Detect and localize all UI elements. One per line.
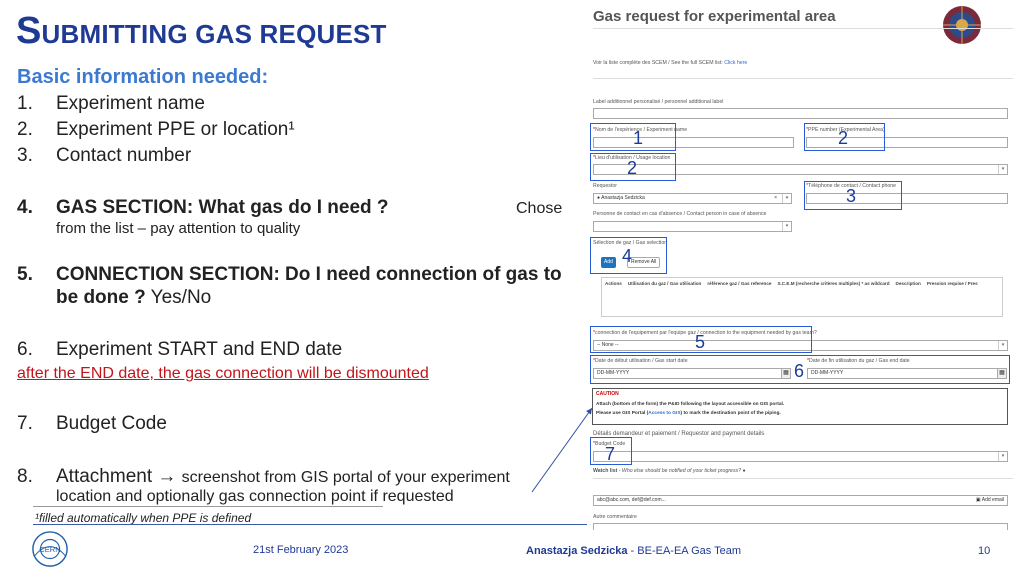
list-item-5-line2: be done ? Yes/No: [56, 287, 212, 308]
requestor-input[interactable]: ● Anastazja Sedzicka × ▾: [593, 193, 792, 204]
cern-logo: [31, 530, 69, 568]
other-comment-label: Autre commentaire: [593, 514, 637, 520]
help-icon: ●: [742, 468, 746, 474]
requestor-label: Requestor: [593, 183, 617, 189]
highlight-number-6: 6: [794, 361, 805, 381]
list-item-3: 3. Contact number: [17, 145, 192, 166]
gas-selection-label: Sélection de gaz / Gas selection: [593, 240, 668, 246]
connection-label: *connection de l'equipement par l'equipe gaz / connection to the equipment needed by gas team?: [593, 330, 817, 336]
end-date-input[interactable]: DD-MM-YYYY ▦: [807, 368, 1007, 379]
start-date-label: *Date de début utilisation / Gas start date: [593, 358, 688, 364]
gas-selection-table: [601, 277, 1003, 317]
basic-info-heading: Basic information needed:: [17, 66, 269, 88]
connection-select[interactable]: -- None -- ▾: [593, 340, 1008, 351]
absence-select[interactable]: [593, 221, 792, 232]
scem-list-text: Voir la liste complète des SCEM / See the full SCEM list: Click here: [593, 60, 748, 66]
location-label: *Lieu d'utilisation / Usage location: [593, 155, 671, 161]
chevron-down-icon: ▾: [998, 452, 1007, 461]
caution-line-2: Please use GIS Portal (Access to GIS) to mark the destination point of the piping.: [596, 411, 781, 416]
clear-icon[interactable]: ×: [774, 195, 777, 201]
other-comment-input[interactable]: [593, 523, 1008, 530]
list-item-1: 1. Experiment name: [17, 93, 205, 114]
form-divider: [593, 478, 1013, 479]
list-item-2: 2. Experiment PPE or location¹: [17, 119, 295, 140]
slide-title: SUBMITTING GAS REQUEST: [16, 10, 387, 52]
add-gas-button[interactable]: Add: [601, 257, 616, 268]
footer-date: 21st February 2023: [253, 544, 349, 556]
footer-divider: [33, 524, 593, 525]
highlight-number-3: 3: [846, 186, 857, 206]
highlight-number-2b: 2: [627, 158, 638, 178]
chevron-down-icon: ▾: [782, 194, 791, 203]
exp-name-label: *Nom de l'expérience / Experiment name: [593, 127, 688, 133]
footnote-divider: [33, 506, 383, 507]
add-email-button[interactable]: ▣ Add email: [975, 497, 1004, 503]
caution-title: CAUTION: [596, 391, 619, 397]
list-item-7: 7. Budget Code: [17, 413, 167, 434]
dismount-warning: after the END date, the gas connection will be dismounted: [17, 365, 429, 382]
budget-select[interactable]: [593, 451, 1008, 462]
highlight-number-2: 2: [838, 128, 849, 148]
form-title: Gas request for experimental area: [593, 8, 836, 25]
end-date-label: *Date de fin utilisation du gaz / Gas end date: [807, 358, 910, 364]
phone-label: *Téléphone de contact / Contact phone: [806, 183, 896, 189]
table-header: Actions Utilisation du gaz / Gas utilisation référence gaz / Gas reference S.C.E.M (recherche critères multiples) * as wildcard Description Pression requise / Pres: [605, 281, 978, 286]
additional-label-label: Label additionnel personalisé / personnel additional label: [593, 99, 724, 105]
page-number: 10: [978, 545, 991, 557]
crest-image: [933, 4, 991, 46]
svg-text:CERN: CERN: [39, 544, 61, 554]
form-divider: [593, 28, 1013, 29]
start-date-input[interactable]: DD-MM-YYYY ▦: [593, 368, 791, 379]
form-divider: [593, 78, 1013, 79]
chose-label: Chose: [516, 200, 563, 217]
list-item-8: 8. Attachment → screenshot from GIS portal of your experiment: [17, 466, 510, 487]
ppe-label: *PPE number (Experimental Area): [806, 127, 885, 133]
caution-line-1: Attach (bottom of the form) the P&ID following the layout accessible on GIS portal.: [596, 402, 785, 407]
highlight-number-5: 5: [695, 332, 706, 352]
calendar-icon[interactable]: ▦: [997, 368, 1007, 379]
watch-list-label: Watch list - Who else should be notified of your ticket progress? ●: [593, 468, 746, 474]
footnote: ¹filled automatically when PPE is defined: [35, 511, 252, 525]
list-item-6: 6. Experiment START and END date: [17, 339, 343, 360]
highlight-number-4: 4: [622, 246, 633, 266]
absence-label: Personne de contact en cas d'absence / Contact person in case of absence: [593, 211, 767, 217]
gis-link[interactable]: Access to GIS: [648, 411, 681, 416]
scem-link[interactable]: Click here: [724, 60, 748, 66]
highlight-number-1: 1: [633, 128, 644, 148]
additional-label-input[interactable]: [593, 108, 1008, 119]
chevron-down-icon: ▾: [782, 222, 791, 231]
chevron-down-icon: ▾: [998, 341, 1007, 350]
highlight-number-7: 7: [605, 444, 616, 464]
list-item-5: 5. CONNECTION SECTION: Do I need connection of gas to: [17, 264, 562, 285]
caution-box: [592, 388, 1008, 425]
footer-author: Anastazja Sedzicka - BE-EA-EA Gas Team: [526, 545, 742, 557]
remove-all-button[interactable]: Remove All: [627, 257, 660, 268]
calendar-icon[interactable]: ▦: [781, 368, 791, 379]
watch-list-input[interactable]: abc@abc.com, def@def.com... ▣ Add email: [593, 495, 1008, 506]
list-item-4: 4. GAS SECTION: What gas do I need ?: [17, 197, 389, 218]
chevron-down-icon: ▾: [998, 165, 1007, 174]
details-label: Détails demandeur et paiement / Requestor and payment details: [593, 431, 765, 437]
list-item-4-subtext: from the list – pay attention to quality: [56, 220, 301, 237]
list-item-8-line2: location and optionally gas connection point if requested: [56, 488, 454, 505]
budget-label: *Budget Code: [593, 441, 626, 447]
